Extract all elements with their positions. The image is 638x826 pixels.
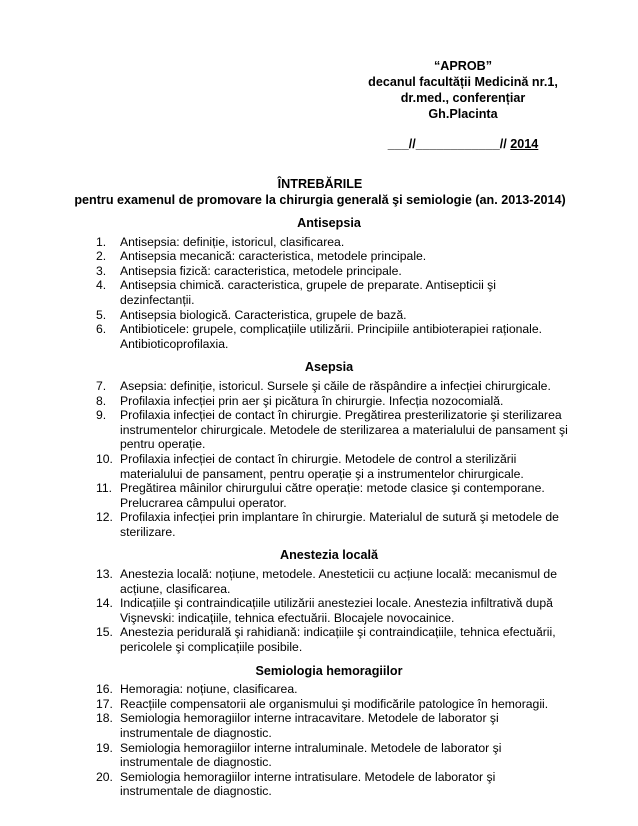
question-item (0, 596, 568, 625)
question-item (0, 770, 568, 799)
question-item (0, 452, 568, 481)
section (0, 664, 638, 799)
question-items (0, 567, 638, 655)
question-text: Profilaxia infecției prin implantare în chirurgie. Materialul de sutură şi metodele de sterilizare. (120, 510, 559, 539)
question-number: 16. (96, 682, 113, 697)
question-item (0, 308, 568, 323)
section-title: Asepsia (304, 360, 354, 375)
question-number: 7. (96, 378, 107, 393)
question-items (0, 682, 638, 799)
question-text: Anestezia locală: noțiune, metodele. Anesteticii cu acțiune locală: mecanismul de acțiune, clasificarea. (120, 567, 557, 596)
question-number: 4. (96, 278, 107, 293)
question-text: Reacțiile compensatorii ale organismului şi modificările patologice în hemoragii. (120, 696, 549, 711)
question-number: 1. (96, 234, 107, 249)
approval-date-year: 2014 (510, 137, 539, 151)
question-text: Hemoragia: noțiune, clasificarea. (120, 682, 298, 697)
approval-dean-line: decanul facultății Medicină nr.1, (368, 75, 558, 89)
question-number: 14. (96, 596, 113, 611)
question-item (0, 625, 568, 654)
question-item (0, 379, 568, 394)
question-number: 9. (96, 408, 107, 423)
question-text: Semiologia hemoragiilor interne intratisulare. Metodele de laborator şi instrumentale de diagnostic. (120, 769, 496, 799)
question-item (0, 249, 568, 264)
section-title: Semiologia hemoragiilor (255, 663, 403, 678)
approval-date-blank: ___//____________// (387, 137, 511, 151)
question-number: 18. (96, 711, 113, 726)
question-item (0, 567, 568, 596)
approval-date (360, 136, 566, 152)
question-number: 20. (96, 769, 113, 784)
question-text: Profilaxia infecției de contact în chirurgie. Metodele de control a sterilizării materialului de pansament, pentru operație şi a instrumentelor chirurgicale. (120, 451, 524, 481)
question-text: Anestezia peridurală şi rahidiană: indicațiile şi contraindicațiile, tehnica efectuării, pericolele şi complicațiile posibile. (120, 625, 556, 655)
question-items (0, 235, 638, 352)
question-number: 2. (96, 249, 107, 264)
question-number: 6. (96, 322, 107, 337)
question-text: Antisepsia: definiție, istoricul, clasificarea. (120, 234, 345, 249)
question-number: 17. (96, 696, 113, 711)
question-item (0, 394, 568, 409)
question-items (0, 379, 638, 540)
question-number: 13. (96, 567, 113, 582)
approval-name: Gh.Placinta (428, 107, 498, 121)
question-number: 10. (96, 451, 113, 466)
question-item (0, 264, 568, 279)
question-item (0, 278, 568, 307)
question-item (0, 235, 568, 250)
question-item (0, 408, 568, 452)
document-subtitle: pentru examenul de promovare la chirurgia generală şi semiologie (an. 2013-2014) (74, 193, 566, 207)
section-title: Anestezia locală (280, 548, 378, 563)
document-header (40, 176, 600, 208)
approval-degree-line: dr.med., conferențiar (400, 91, 526, 105)
section-title: Antisepsia (297, 216, 361, 230)
question-number: 3. (96, 263, 107, 278)
question-item (0, 711, 568, 740)
question-item (0, 322, 568, 351)
approval-block (360, 58, 566, 152)
question-text: Indicațiile şi contraindicațiile utilizării anesteziei locale. Anestezia infiltrativă după Vişnevski: indicațiile, tehnica efectuării. Blocajele novocainice. (120, 596, 553, 625)
question-number: 8. (96, 393, 107, 408)
question-number: 19. (96, 740, 113, 755)
question-text: Pregătirea mâinilor chirurgului către operație: metode clasice şi contemporane. Prelucrarea câmpului operator. (120, 481, 545, 510)
question-text: Profilaxia infecției prin aer şi picătura în chirurgie. Infecția nozocomială. (120, 393, 504, 408)
question-text: Antisepsia fizică: caracteristica, metodele principale. (120, 263, 402, 278)
section (0, 360, 638, 539)
question-item (0, 682, 568, 697)
question-number: 12. (96, 510, 113, 525)
question-text: Antibioticele: grupele, complicațiile utilizării. Principiile antibioterapiei raționale. Antibioticoprofilaxia. (120, 322, 543, 351)
question-number: 5. (96, 307, 107, 322)
question-text: Profilaxia infecției de contact în chirurgie. Pregătirea presterilizatorie şi sterilizarea instrumentelor chirurgicale. Metodele de sterilizarea a materialului de pansament şi pentru operație. (120, 408, 568, 452)
question-text: Antisepsia biologică. Caracteristica, grupele de bază. (120, 307, 407, 322)
question-item (0, 481, 568, 510)
question-text: Antisepsia mecanică: caracteristica, metodele principale. (120, 249, 427, 264)
question-number: 11. (96, 481, 113, 496)
document-title: ÎNTREBĂRILE (277, 177, 363, 191)
question-text: Antisepsia chimică. caracteristica, grupele de preparate. Antisepticii şi dezinfectanții. (120, 278, 496, 307)
section (0, 548, 638, 654)
question-text: Asepsia: definiție, istoricul. Sursele şi căile de răspândire a infecției chirurgicale. (120, 378, 551, 393)
question-item (0, 741, 568, 770)
question-text: Semiologia hemoragiilor interne intracavitare. Metodele de laborator şi instrumentale de diagnostic. (120, 711, 499, 740)
question-list (0, 216, 638, 808)
section (0, 216, 638, 351)
approval-title: “APROB” (433, 59, 493, 73)
question-item (0, 510, 568, 539)
question-number: 15. (96, 625, 113, 640)
question-item (0, 697, 568, 712)
question-text: Semiologia hemoragiilor interne intraluminale. Metodele de laborator şi instrumentale de diagnostic. (120, 740, 502, 770)
